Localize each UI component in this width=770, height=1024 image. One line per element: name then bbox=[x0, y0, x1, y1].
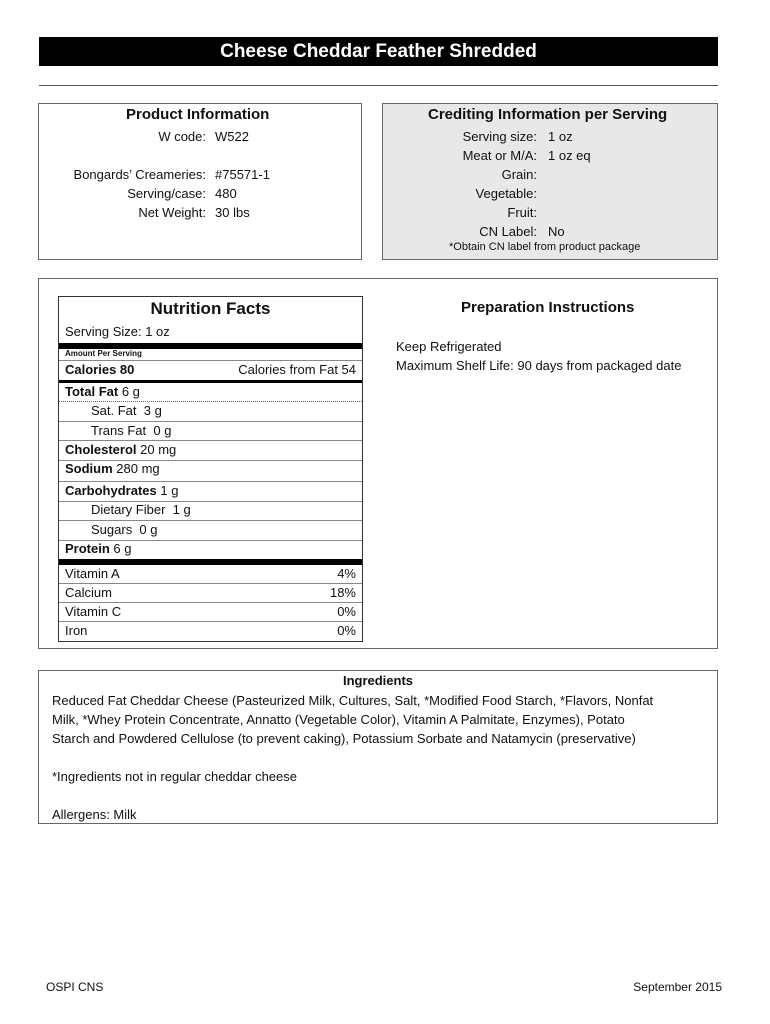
crediting-label: Fruit: bbox=[507, 205, 537, 220]
vitamin-pct: 0% bbox=[337, 604, 356, 619]
crediting-value: 1 oz eq bbox=[548, 148, 591, 163]
ingredients-heading: Ingredients bbox=[342, 673, 414, 688]
product-info-heading: Product Information bbox=[126, 106, 270, 123]
calories-from-fat: Calories from Fat 54 bbox=[238, 362, 356, 377]
sugars-row: Sugars 0 g bbox=[91, 522, 158, 537]
divider bbox=[59, 621, 362, 622]
vitamin-name: Iron bbox=[65, 623, 88, 638]
divider bbox=[59, 440, 362, 441]
divider-thick bbox=[59, 380, 362, 383]
vitamin-name: Vitamin A bbox=[65, 566, 120, 581]
total-fat-label: Total Fat bbox=[65, 384, 119, 399]
product-info-label: Bongards’ Creameries: bbox=[73, 167, 206, 182]
divider bbox=[59, 520, 362, 521]
product-info-value: 480 bbox=[215, 186, 237, 201]
page-title: Cheese Cheddar Feather Shredded bbox=[39, 37, 718, 66]
cholesterol-value: 20 mg bbox=[140, 442, 177, 457]
product-info-label: W code: bbox=[158, 129, 206, 144]
crediting-label: Grain: bbox=[501, 167, 537, 182]
crediting-label: Vegetable: bbox=[475, 186, 537, 201]
sodium-label: Sodium bbox=[65, 461, 113, 476]
product-info-label: Net Weight: bbox=[138, 205, 206, 220]
product-info-value: 30 lbs bbox=[215, 205, 250, 220]
divider bbox=[59, 583, 362, 584]
vitamin-pct: 0% bbox=[337, 623, 356, 638]
divider bbox=[59, 602, 362, 603]
ingredients-line: Reduced Fat Cheddar Cheese (Pasteurized Milk, Cultures, Salt, *Modified Food Starch, *Flavors, Nonfat bbox=[52, 693, 654, 708]
crediting-label: CN Label: bbox=[479, 224, 537, 239]
product-info-value: #75571-1 bbox=[215, 167, 270, 182]
cholesterol-row bbox=[65, 442, 356, 457]
crediting-note: *Obtain CN label from product package bbox=[449, 241, 641, 253]
vitamin-pct: 18% bbox=[329, 585, 356, 600]
crediting-heading: Crediting Information per Serving bbox=[428, 106, 668, 123]
footer-right: September 2015 bbox=[633, 980, 722, 994]
ingredients-line: Milk, *Whey Protein Concentrate, Annatto (Vegetable Color), Vitamin A Palmitate, Enzymes), Potato bbox=[52, 712, 625, 727]
divider bbox=[59, 360, 362, 361]
prep-heading: Preparation Instructions bbox=[461, 299, 635, 316]
fiber-row: Dietary Fiber 1 g bbox=[91, 502, 191, 517]
ingredients-line: Starch and Powdered Cellulose (to prevent caking), Potassium Sorbate and Natamycin (preservative) bbox=[52, 731, 636, 746]
nutrition-facts-panel bbox=[58, 296, 363, 642]
product-info-box bbox=[38, 103, 362, 260]
vitamin-row bbox=[65, 585, 356, 600]
divider bbox=[59, 421, 362, 422]
crediting-value: No bbox=[548, 224, 565, 239]
product-info-value: W522 bbox=[215, 129, 249, 144]
product-info-label: Serving/case: bbox=[127, 186, 206, 201]
allergens: Allergens: Milk bbox=[52, 807, 137, 822]
carbs-row bbox=[65, 483, 356, 498]
protein-row bbox=[65, 541, 356, 556]
trans-fat-row: Trans Fat 0 g bbox=[91, 423, 172, 438]
vitamin-pct: 4% bbox=[337, 566, 356, 581]
vitamin-row bbox=[65, 623, 356, 638]
crediting-info-box bbox=[382, 103, 718, 260]
calories-row bbox=[65, 362, 356, 377]
amount-per-serving: Amount Per Serving bbox=[65, 349, 142, 358]
vitamin-name: Calcium bbox=[65, 585, 112, 600]
calories: Calories 80 bbox=[65, 362, 135, 377]
ingredients-note: *Ingredients not in regular cheddar cheese bbox=[52, 769, 297, 784]
vitamin-name: Vitamin C bbox=[65, 604, 122, 619]
prep-line: Maximum Shelf Life: 90 days from packaged date bbox=[396, 358, 682, 373]
divider bbox=[59, 481, 362, 482]
vitamin-row bbox=[65, 566, 356, 581]
carbs-label: Carbohydrates bbox=[65, 483, 157, 498]
serving-size: Serving Size: 1 oz bbox=[65, 324, 170, 339]
cholesterol-label: Cholesterol bbox=[65, 442, 137, 457]
crediting-label: Meat or M/A: bbox=[462, 148, 537, 163]
total-fat-value: 6 g bbox=[121, 384, 140, 399]
title-divider bbox=[39, 85, 718, 86]
nutrition-heading: Nutrition Facts bbox=[150, 299, 271, 318]
sat-fat-row: Sat. Fat 3 g bbox=[91, 403, 162, 418]
prep-line: Keep Refrigerated bbox=[396, 339, 502, 354]
protein-label: Protein bbox=[65, 541, 110, 556]
sodium-row bbox=[65, 461, 356, 476]
crediting-value: 1 oz bbox=[548, 129, 573, 144]
carbs-value: 1 g bbox=[160, 483, 179, 498]
crediting-label: Serving size: bbox=[462, 129, 537, 144]
divider-thick bbox=[59, 559, 362, 565]
footer-left: OSPI CNS bbox=[46, 980, 104, 994]
sodium-value: 280 mg bbox=[116, 461, 160, 476]
total-fat-row bbox=[65, 384, 356, 399]
vitamin-row bbox=[65, 604, 356, 619]
protein-value: 6 g bbox=[113, 541, 132, 556]
divider bbox=[59, 401, 362, 402]
